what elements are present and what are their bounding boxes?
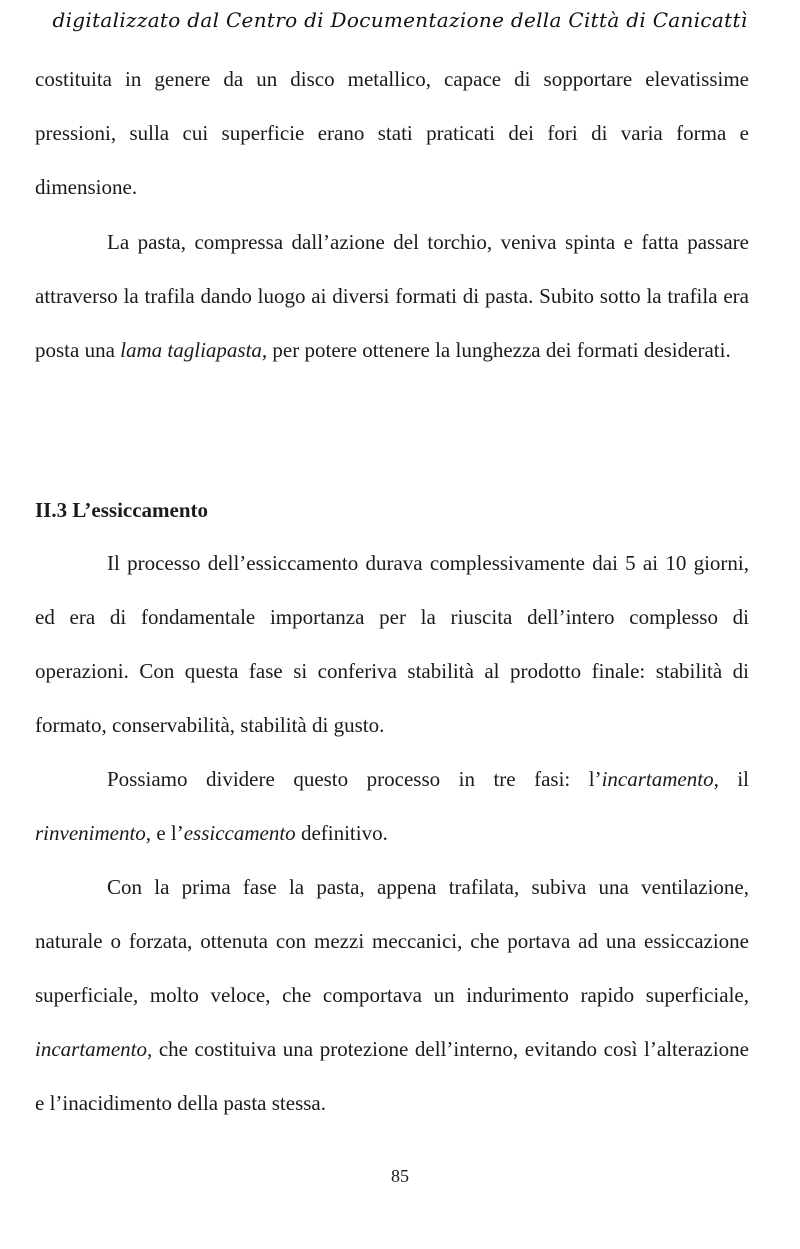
paragraph-4-text-a: Possiamo dividere questo processo in tre fasi: l’ xyxy=(107,767,602,791)
paragraph-5-text-b: che costituiva una protezione dell’interno, evitando così l’alterazione e l’inacidimento della pasta stessa. xyxy=(35,1037,749,1115)
section-heading: II.3 L’essiccamento xyxy=(35,498,209,522)
paragraph-4-italic-b: rinvenimento, xyxy=(35,821,152,845)
paragraph-1-text: costituita in genere da un disco metallico, capace di sopportare elevatissime pressioni, sulla cui superficie erano stati praticati dei fori di varia forma e dimensione. xyxy=(35,67,749,199)
paragraph-5-text-a: Con la prima fase la pasta, appena trafilata, subiva una ventilazione, naturale o forzata, ottenuta con mezzi meccanici, che portava ad una essiccazione superficiale, molto veloce, che comportava un indurimento rapido superficiale, xyxy=(35,875,749,1007)
paragraph-4-text-d: definitivo. xyxy=(295,821,388,845)
paragraph-2-italic: lama tagliapasta, xyxy=(120,338,268,362)
paragraph-4 xyxy=(35,752,749,860)
paragraph-3 xyxy=(35,536,749,752)
paragraph-2-text-b: per potere ottenere la lunghezza dei formati desiderati. xyxy=(267,338,731,362)
page-number: 85 xyxy=(391,1166,409,1186)
paragraph-1 xyxy=(35,52,749,214)
paragraph-2-text-a: La pasta, compressa dall’azione del torchio, veniva spinta e fatta passare attraverso la trafila dando luogo ai diversi formati di pasta. Subito sotto la trafila era posta una xyxy=(35,230,749,362)
paragraph-2 xyxy=(35,215,749,377)
paragraph-4-italic-a: incartamento, xyxy=(601,767,719,791)
paragraph-5-italic: incartamento, xyxy=(35,1037,153,1061)
digitization-watermark: digitalizzato dal Centro di Documentazione della Città di Canicattì xyxy=(52,8,748,32)
paragraph-5 xyxy=(35,860,749,1130)
paragraph-4-text-b: il xyxy=(718,767,749,791)
paragraph-4-italic-c: essiccamento xyxy=(183,821,296,845)
paragraph-3-text: Il processo dell’essiccamento durava complessivamente dai 5 ai 10 giorni, ed era di fondamentale importanza per la riuscita dell’intero complesso di operazioni. Con questa fase si conferiva stabilità al prodotto finale: stabilità di formato, conservabilità, stabilità di gusto. xyxy=(35,551,749,737)
paragraph-4-text-c: e l’ xyxy=(151,821,184,845)
